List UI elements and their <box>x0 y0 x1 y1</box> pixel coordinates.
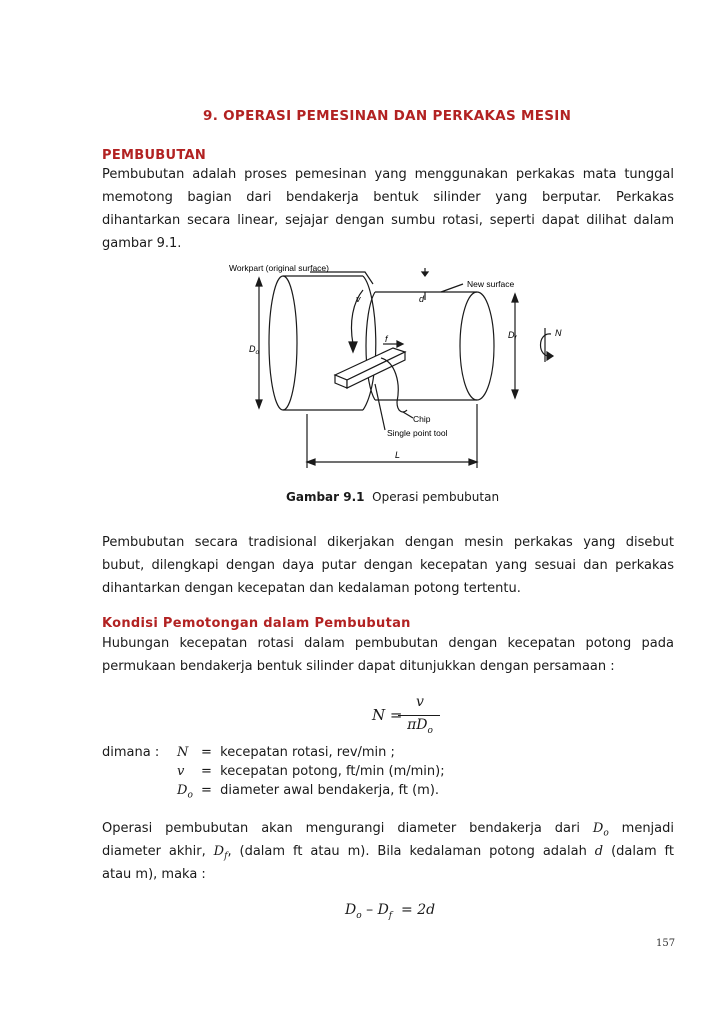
where-row-n: N = kecepatan rotasi, rev/min ; <box>177 745 395 760</box>
equation-1-numerator: v <box>416 694 424 710</box>
paragraph-kondisi-line-2: permukaan bendakerja bentuk silinder dapat ditunjukkan dengan persamaan : <box>102 659 615 674</box>
label-chip: Chip <box>413 414 431 424</box>
equation-1-fraction-bar <box>398 715 440 716</box>
where-row-do: $D_o$ = diameter awal bendakerja, ft (m). <box>177 783 440 801</box>
label-d: d <box>419 294 425 304</box>
equation-1-lhs: N = <box>372 706 403 724</box>
where-row-v: v = kecepatan potong, ft/min (m/min); <box>177 764 445 779</box>
caption-label: Gambar 9.1 <box>286 490 365 504</box>
label-single-point-tool: Single point tool <box>387 428 448 438</box>
paragraph-intro-line-3: dihantarkan secara linear, sejajar dengan sumbu rotasi, seperti dapat dilihat dalam <box>102 213 674 228</box>
paragraph-intro-line-2: memotong bagian dari bendakerja bentuk silinder yang berputar. Perkakas <box>102 190 674 205</box>
equation-1-denominator: $\pi D_o$ <box>407 717 433 736</box>
figure-caption <box>286 490 499 504</box>
paragraph-2-line-3: dihantarkan dengan kecepatan dan kedalaman potong tertentu. <box>102 581 521 596</box>
paragraph-kondisi-line-1: Hubungan kecepatan rotasi dalam pembubutan dengan kecepatan potong pada <box>102 636 674 651</box>
label-new-surface: New surface <box>467 279 515 289</box>
paragraph-intro-line-1: Pembubutan adalah proses pemesinan yang menggunakan perkakas mata tunggal <box>102 167 674 182</box>
label-f: f <box>385 334 388 344</box>
paragraph-2-line-1: Pembubutan secara tradisional dikerjakan dengan mesin perkakas yang disebut <box>102 535 674 550</box>
label-workpart: Workpart (original surface) <box>229 263 329 273</box>
label-do: $D_o$ <box>249 344 260 356</box>
label-v: v <box>356 294 361 304</box>
label-l: L <box>395 450 401 460</box>
paragraph-2-line-2: bubut, dilengkapi dengan daya putar dengan kecepatan yang sesuai dan perkakas <box>102 558 674 573</box>
where-intro: dimana : <box>102 745 160 760</box>
paragraph-3-line-3: atau m), maka : <box>102 867 206 882</box>
chapter-title: 9. OPERASI PEMESINAN DAN PERKAKAS MESIN <box>203 108 572 124</box>
figure-turning-operation <box>215 262 570 480</box>
label-n: N <box>555 328 562 338</box>
paragraph-3-line-1: Operasi pembubutan akan mengurangi diameter bendakerja dari $D_o$ menjadi <box>102 821 674 839</box>
section-heading-kondisi: Kondisi Pemotongan dalam Pembubutan <box>102 616 411 631</box>
paragraph-intro-line-4: gambar 9.1. <box>102 236 182 251</box>
equation-2: $D_o - D_f = 2d$ <box>345 902 436 921</box>
page-number: 157 <box>656 938 676 949</box>
section-heading-pembubutan: PEMBUBUTAN <box>102 148 207 163</box>
label-df: $D_f$ <box>508 330 517 342</box>
paragraph-3-line-2: diameter akhir, $D_f$, (dalam ft atau m). Bila kedalaman potong adalah d (dalam ft <box>102 844 674 862</box>
caption-text: Operasi pembubutan <box>372 490 500 504</box>
